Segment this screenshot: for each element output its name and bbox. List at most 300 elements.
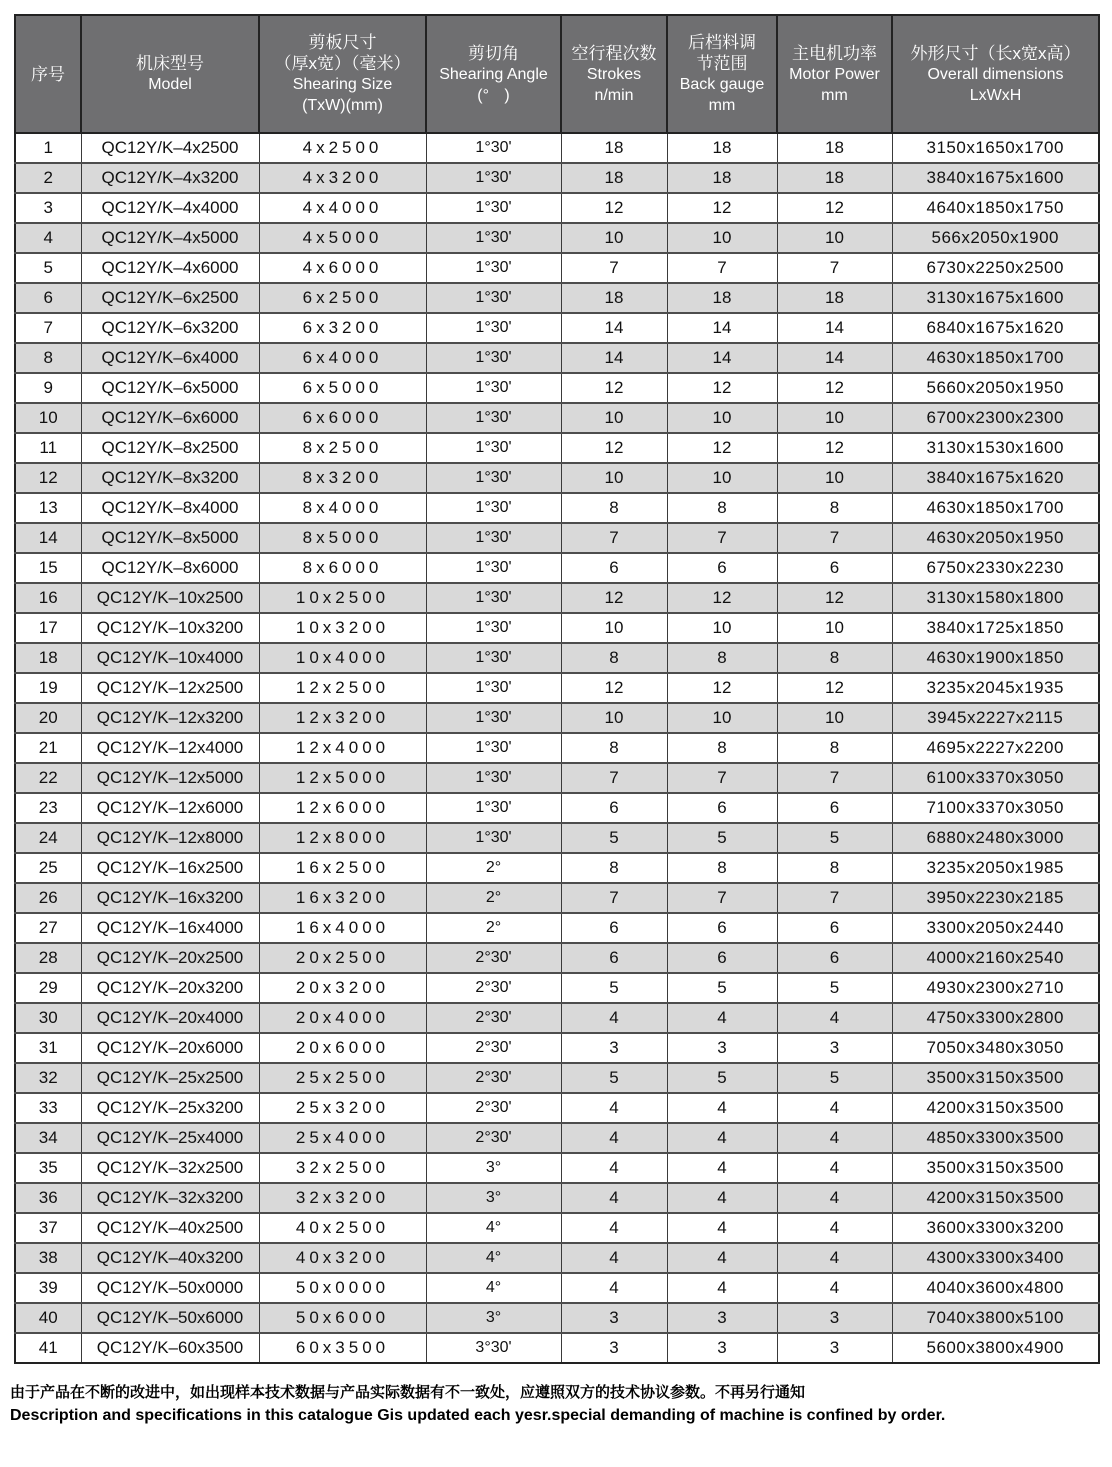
cell-model: QC12Y/K–10x4000 [81,643,259,673]
cell-size: 25x3200 [259,1093,426,1123]
cell-no: 36 [15,1183,81,1213]
cell-power: 7 [777,523,892,553]
cell-strokes: 4 [561,1273,667,1303]
cell-no: 23 [15,793,81,823]
table-row [15,1333,1099,1363]
table-row [15,823,1099,853]
cell-model: QC12Y/K–40x2500 [81,1213,259,1243]
cell-model: QC12Y/K–25x4000 [81,1123,259,1153]
cell-strokes: 4 [561,1003,667,1033]
cell-no: 20 [15,703,81,733]
cell-angle: 1°30' [426,583,561,613]
cell-no: 2 [15,163,81,193]
cell-model: QC12Y/K–16x2500 [81,853,259,883]
column-header-size-line: 剪板尺寸 [308,33,377,52]
table-row [15,643,1099,673]
cell-no: 33 [15,1093,81,1123]
cell-angle: 3°30' [426,1333,561,1363]
cell-size: 20x4000 [259,1003,426,1033]
cell-angle: 2°30' [426,1063,561,1093]
column-header-size-line: Shearing Size [292,76,393,93]
cell-strokes: 12 [561,193,667,223]
cell-size: 12x5000 [259,763,426,793]
spec-table [14,14,1100,1364]
cell-model: QC12Y/K–12x2500 [81,673,259,703]
cell-strokes: 10 [561,223,667,253]
cell-model: QC12Y/K–8x2500 [81,433,259,463]
cell-angle: 2°30' [426,1093,561,1123]
table-row [15,793,1099,823]
table-row [15,133,1099,163]
cell-overall: 6700x2300x2300 [892,403,1099,433]
table-row [15,1003,1099,1033]
cell-model: QC12Y/K–10x3200 [81,613,259,643]
cell-angle: 1°30' [426,553,561,583]
cell-gauge: 18 [667,133,777,163]
cell-strokes: 5 [561,973,667,1003]
table-row [15,463,1099,493]
cell-no: 30 [15,1003,81,1033]
cell-overall: 3500x3150x3500 [892,1153,1099,1183]
cell-no: 7 [15,313,81,343]
cell-no: 37 [15,1213,81,1243]
cell-strokes: 18 [561,133,667,163]
cell-power: 4 [777,1213,892,1243]
cell-angle: 1°30' [426,703,561,733]
cell-size: 25x4000 [259,1123,426,1153]
cell-strokes: 12 [561,433,667,463]
cell-gauge: 4 [667,1153,777,1183]
cell-strokes: 4 [561,1213,667,1243]
cell-gauge: 18 [667,163,777,193]
cell-overall: 3130x1530x1600 [892,433,1099,463]
cell-model: QC12Y/K–60x3500 [81,1333,259,1363]
cell-power: 14 [777,313,892,343]
cell-size: 8x3200 [259,463,426,493]
cell-gauge: 6 [667,913,777,943]
cell-overall: 4000x2160x2540 [892,943,1099,973]
cell-strokes: 12 [561,673,667,703]
cell-strokes: 3 [561,1303,667,1333]
cell-no: 3 [15,193,81,223]
cell-gauge: 3 [667,1303,777,1333]
cell-size: 10x4000 [259,643,426,673]
table-row [15,193,1099,223]
column-header-no-line: 序号 [31,64,65,84]
cell-power: 12 [777,583,892,613]
cell-no: 25 [15,853,81,883]
cell-model: QC12Y/K–12x3200 [81,703,259,733]
cell-no: 32 [15,1063,81,1093]
cell-power: 12 [777,373,892,403]
cell-size: 4x3200 [259,163,426,193]
cell-model: QC12Y/K–50x6000 [81,1303,259,1333]
cell-overall: 3235x2045x1935 [892,673,1099,703]
cell-strokes: 4 [561,1183,667,1213]
cell-overall: 3150x1650x1700 [892,133,1099,163]
cell-no: 26 [15,883,81,913]
column-header-size-line: (TxW)(mm) [302,97,383,114]
table-row [15,1183,1099,1213]
table-body [15,133,1099,1363]
cell-overall: 4200x3150x3500 [892,1093,1099,1123]
column-header-angle [426,15,561,133]
cell-no: 5 [15,253,81,283]
cell-power: 10 [777,613,892,643]
cell-gauge: 6 [667,793,777,823]
cell-strokes: 14 [561,313,667,343]
cell-angle: 2°30' [426,1033,561,1063]
cell-strokes: 8 [561,733,667,763]
cell-power: 4 [777,1093,892,1123]
cell-strokes: 18 [561,283,667,313]
cell-gauge: 4 [667,1123,777,1153]
cell-model: QC12Y/K–6x3200 [81,313,259,343]
cell-power: 3 [777,1333,892,1363]
cell-overall: 566x2050x1900 [892,223,1099,253]
cell-power: 5 [777,823,892,853]
column-header-gauge-line: mm [708,97,736,114]
table-row [15,613,1099,643]
cell-overall: 7040x3800x5100 [892,1303,1099,1333]
cell-size: 50x0000 [259,1273,426,1303]
column-header-strokes-line: n/min [594,86,634,104]
column-header-overall-line: Overall dimensions [927,65,1064,83]
cell-size: 20x3200 [259,973,426,1003]
column-header-model [81,15,259,133]
cell-model: QC12Y/K–50x0000 [81,1273,259,1303]
cell-no: 15 [15,553,81,583]
cell-angle: 1°30' [426,223,561,253]
cell-size: 6x5000 [259,373,426,403]
cell-no: 35 [15,1153,81,1183]
cell-overall: 7100x3370x3050 [892,793,1099,823]
cell-strokes: 4 [561,1123,667,1153]
cell-power: 3 [777,1033,892,1063]
column-header-angle-line: 剪切角 [468,43,519,63]
cell-overall: 6730x2250x2500 [892,253,1099,283]
cell-power: 4 [777,1123,892,1153]
cell-model: QC12Y/K–16x4000 [81,913,259,943]
cell-angle: 1°30' [426,253,561,283]
cell-size: 12x6000 [259,793,426,823]
cell-angle: 1°30' [426,193,561,223]
table-row [15,703,1099,733]
table-row [15,1123,1099,1153]
cell-overall: 3130x1675x1600 [892,283,1099,313]
cell-model: QC12Y/K–20x4000 [81,1003,259,1033]
cell-overall: 4630x2050x1950 [892,523,1099,553]
cell-angle: 1°30' [426,733,561,763]
cell-no: 27 [15,913,81,943]
cell-power: 18 [777,163,892,193]
cell-power: 7 [777,883,892,913]
cell-model: QC12Y/K–4x4000 [81,193,259,223]
table-row [15,283,1099,313]
cell-gauge: 7 [667,523,777,553]
table-row [15,1153,1099,1183]
cell-gauge: 4 [667,1273,777,1303]
table-row [15,733,1099,763]
cell-model: QC12Y/K–6x4000 [81,343,259,373]
table-row [15,1213,1099,1243]
column-header-power-line: Motor Power [789,65,880,83]
cell-model: QC12Y/K–32x2500 [81,1153,259,1183]
cell-gauge: 8 [667,643,777,673]
cell-no: 29 [15,973,81,1003]
cell-gauge: 12 [667,433,777,463]
cell-model: QC12Y/K–20x3200 [81,973,259,1003]
cell-power: 6 [777,553,892,583]
table-row [15,403,1099,433]
cell-angle: 2°30' [426,973,561,1003]
cell-model: QC12Y/K–12x8000 [81,823,259,853]
cell-overall: 6840x1675x1620 [892,313,1099,343]
column-header-angle-line: (°ﾠ) [477,86,510,104]
cell-no: 34 [15,1123,81,1153]
cell-power: 18 [777,283,892,313]
cell-power: 8 [777,853,892,883]
cell-no: 19 [15,673,81,703]
cell-power: 3 [777,1303,892,1333]
cell-strokes: 4 [561,1153,667,1183]
cell-power: 18 [777,133,892,163]
cell-no: 14 [15,523,81,553]
cell-gauge: 10 [667,613,777,643]
cell-strokes: 6 [561,943,667,973]
cell-gauge: 6 [667,553,777,583]
cell-gauge: 5 [667,823,777,853]
cell-overall: 4300x3300x3400 [892,1243,1099,1273]
cell-size: 20x6000 [259,1033,426,1063]
column-header-power [777,15,892,133]
cell-overall: 6100x3370x3050 [892,763,1099,793]
cell-overall: 7050x3480x3050 [892,1033,1099,1063]
cell-angle: 4° [426,1243,561,1273]
cell-gauge: 10 [667,703,777,733]
cell-strokes: 5 [561,1063,667,1093]
cell-gauge: 7 [667,883,777,913]
cell-gauge: 14 [667,313,777,343]
cell-overall: 6750x2330x2230 [892,553,1099,583]
cell-model: QC12Y/K–8x5000 [81,523,259,553]
cell-gauge: 8 [667,493,777,523]
column-header-gauge-line: 后档料调 [688,33,756,52]
cell-power: 12 [777,193,892,223]
cell-overall: 3500x3150x3500 [892,1063,1099,1093]
cell-angle: 1°30' [426,643,561,673]
table-row [15,583,1099,613]
cell-angle: 1°30' [426,163,561,193]
cell-model: QC12Y/K–8x4000 [81,493,259,523]
cell-angle: 1°30' [426,763,561,793]
cell-size: 32x2500 [259,1153,426,1183]
cell-model: QC12Y/K–4x5000 [81,223,259,253]
table-header [15,15,1099,133]
cell-power: 10 [777,703,892,733]
column-header-strokes-line: 空行程次数 [571,43,657,63]
cell-gauge: 6 [667,943,777,973]
cell-angle: 1°30' [426,613,561,643]
cell-size: 8x4000 [259,493,426,523]
cell-no: 28 [15,943,81,973]
table-row [15,763,1099,793]
cell-no: 18 [15,643,81,673]
cell-overall: 3950x2230x2185 [892,883,1099,913]
cell-size: 12x2500 [259,673,426,703]
cell-strokes: 8 [561,853,667,883]
cell-no: 9 [15,373,81,403]
cell-no: 8 [15,343,81,373]
cell-gauge: 5 [667,1063,777,1093]
cell-power: 12 [777,433,892,463]
cell-angle: 1°30' [426,493,561,523]
cell-no: 11 [15,433,81,463]
cell-angle: 3° [426,1183,561,1213]
cell-no: 41 [15,1333,81,1363]
cell-size: 8x6000 [259,553,426,583]
cell-no: 13 [15,493,81,523]
cell-power: 6 [777,913,892,943]
cell-overall: 5660x2050x1950 [892,373,1099,403]
cell-angle: 1°30' [426,343,561,373]
cell-size: 4x6000 [259,253,426,283]
cell-gauge: 4 [667,1213,777,1243]
cell-model: QC12Y/K–4x2500 [81,133,259,163]
column-header-angle-line: Shearing Angle [439,65,548,83]
cell-angle: 1°30' [426,133,561,163]
cell-angle: 3° [426,1303,561,1333]
cell-gauge: 18 [667,283,777,313]
cell-power: 7 [777,763,892,793]
table-row [15,223,1099,253]
cell-strokes: 8 [561,493,667,523]
cell-power: 4 [777,1183,892,1213]
cell-model: QC12Y/K–20x6000 [81,1033,259,1063]
cell-gauge: 4 [667,1183,777,1213]
cell-gauge: 14 [667,343,777,373]
cell-strokes: 12 [561,373,667,403]
column-header-strokes [561,15,667,133]
table-row [15,433,1099,463]
cell-model: QC12Y/K–6x5000 [81,373,259,403]
table-row [15,1273,1099,1303]
cell-size: 25x2500 [259,1063,426,1093]
cell-size: 16x2500 [259,853,426,883]
cell-gauge: 4 [667,1003,777,1033]
cell-gauge: 4 [667,1243,777,1273]
cell-model: QC12Y/K–8x3200 [81,463,259,493]
cell-strokes: 8 [561,643,667,673]
column-header-gauge-line: 节范围 [696,54,748,73]
cell-power: 4 [777,1153,892,1183]
cell-angle: 4° [426,1213,561,1243]
cell-model: QC12Y/K–20x2500 [81,943,259,973]
table-row [15,343,1099,373]
cell-power: 10 [777,223,892,253]
table-row [15,1033,1099,1063]
cell-model: QC12Y/K–16x3200 [81,883,259,913]
table-row [15,253,1099,283]
cell-strokes: 18 [561,163,667,193]
cell-gauge: 5 [667,973,777,1003]
cell-no: 16 [15,583,81,613]
cell-overall: 3840x1675x1600 [892,163,1099,193]
table-row [15,493,1099,523]
cell-gauge: 10 [667,403,777,433]
footnote [10,1381,1100,1428]
cell-strokes: 7 [561,523,667,553]
table-row [15,163,1099,193]
cell-strokes: 7 [561,763,667,793]
column-header-overall-line: LxWxH [969,86,1022,104]
cell-power: 6 [777,793,892,823]
cell-strokes: 6 [561,553,667,583]
cell-angle: 1°30' [426,523,561,553]
cell-power: 8 [777,733,892,763]
cell-size: 32x3200 [259,1183,426,1213]
cell-gauge: 8 [667,733,777,763]
cell-model: QC12Y/K–4x6000 [81,253,259,283]
cell-strokes: 7 [561,883,667,913]
cell-strokes: 5 [561,823,667,853]
table-row [15,883,1099,913]
cell-overall: 4930x2300x2710 [892,973,1099,1003]
cell-overall: 4040x3600x4800 [892,1273,1099,1303]
cell-model: QC12Y/K–6x6000 [81,403,259,433]
cell-power: 4 [777,1003,892,1033]
cell-strokes: 10 [561,403,667,433]
column-header-no [15,15,81,133]
cell-overall: 4630x1900x1850 [892,643,1099,673]
footnote-chinese: 由于产品在不断的改进中，如出现样本技术数据与产品实际数据有不一致处，应遵照双方的技术协议参数。不再另行通知 [10,1384,806,1401]
cell-model: QC12Y/K–40x3200 [81,1243,259,1273]
header-row [15,15,1099,133]
cell-no: 10 [15,403,81,433]
cell-strokes: 7 [561,253,667,283]
cell-size: 8x2500 [259,433,426,463]
cell-power: 5 [777,973,892,1003]
cell-overall: 4850x3300x3500 [892,1123,1099,1153]
cell-strokes: 10 [561,703,667,733]
cell-power: 8 [777,493,892,523]
cell-gauge: 8 [667,853,777,883]
cell-strokes: 6 [561,913,667,943]
cell-no: 24 [15,823,81,853]
cell-size: 12x3200 [259,703,426,733]
cell-no: 40 [15,1303,81,1333]
cell-strokes: 4 [561,1243,667,1273]
cell-no: 38 [15,1243,81,1273]
cell-strokes: 3 [561,1333,667,1363]
column-header-power-line: mm [821,86,848,104]
cell-model: QC12Y/K–25x3200 [81,1093,259,1123]
cell-model: QC12Y/K–6x2500 [81,283,259,313]
cell-power: 7 [777,253,892,283]
cell-angle: 1°30' [426,463,561,493]
column-header-size-line: （厚x宽）（毫米） [274,54,411,73]
cell-angle: 2°30' [426,1123,561,1153]
cell-model: QC12Y/K–12x6000 [81,793,259,823]
cell-no: 21 [15,733,81,763]
cell-power: 6 [777,943,892,973]
cell-model: QC12Y/K–12x4000 [81,733,259,763]
column-header-overall-line: 外形尺寸（长x宽x高） [910,43,1081,63]
cell-no: 12 [15,463,81,493]
cell-no: 17 [15,613,81,643]
cell-overall: 4640x1850x1750 [892,193,1099,223]
cell-overall: 4200x3150x3500 [892,1183,1099,1213]
